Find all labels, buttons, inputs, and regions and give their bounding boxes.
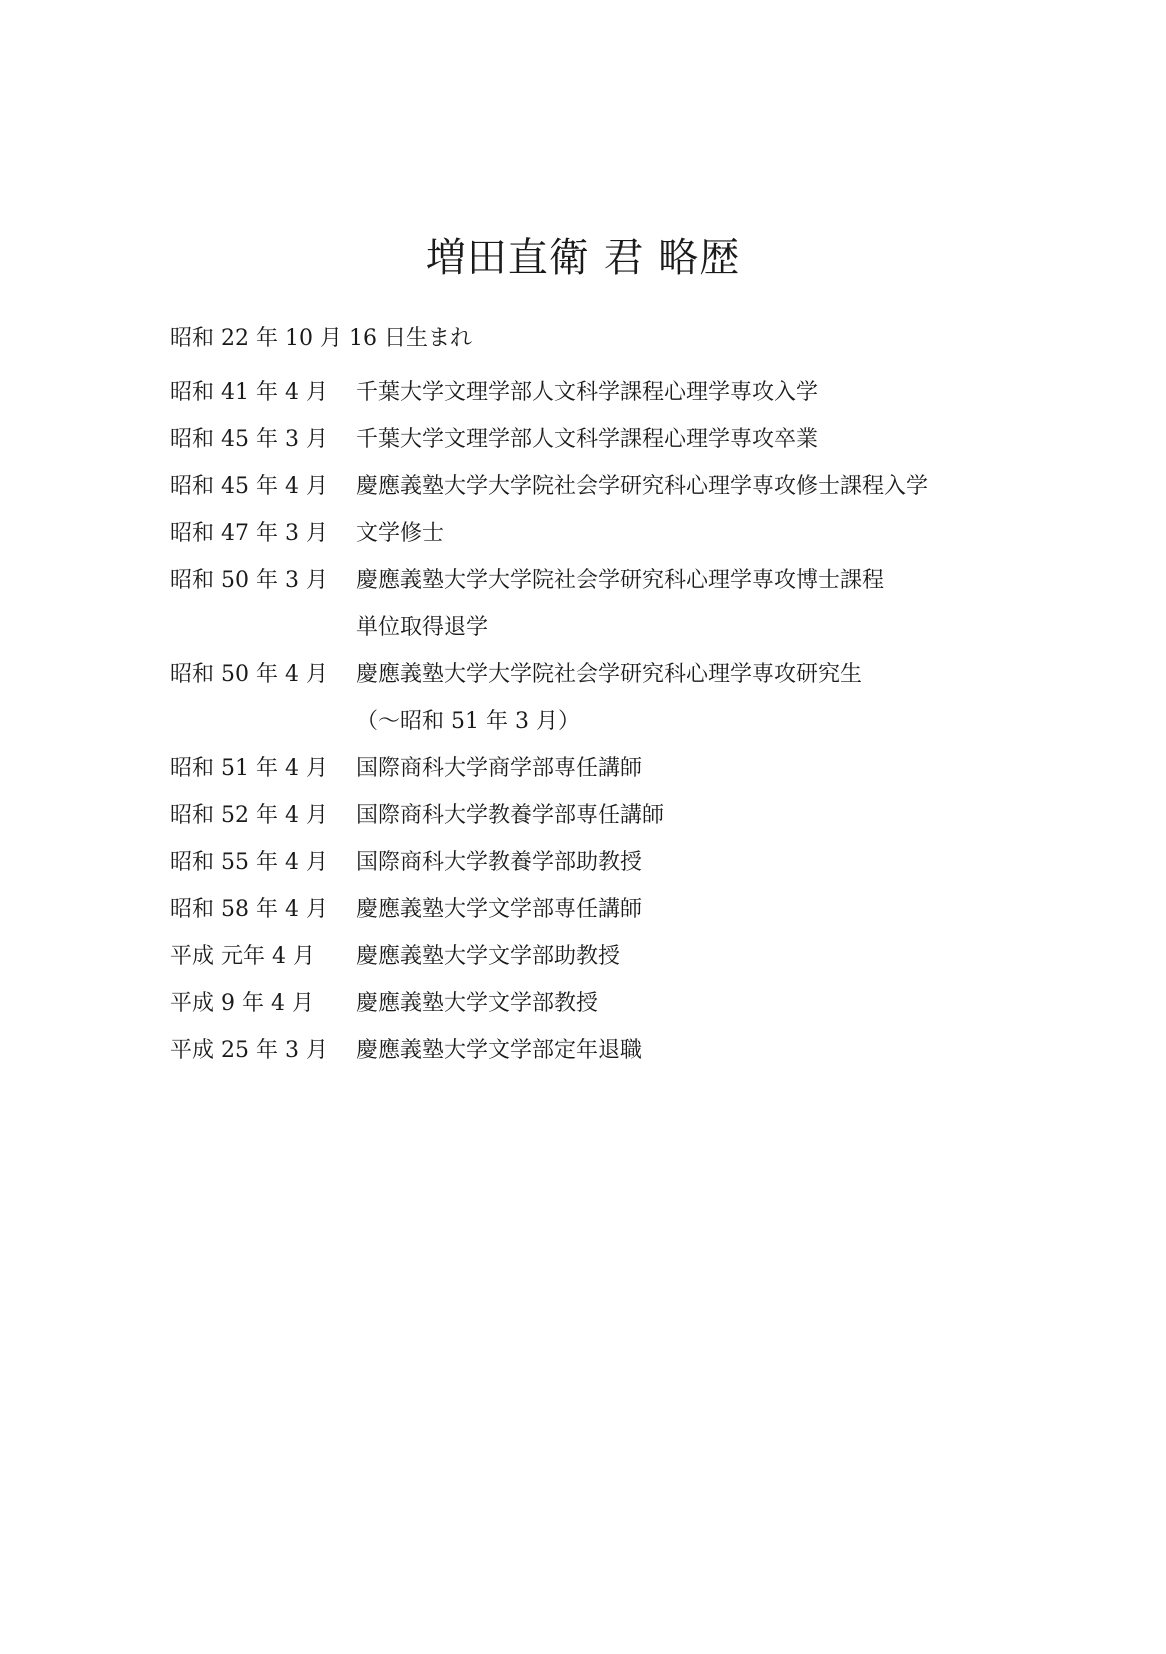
history-description	[356, 1027, 1070, 1074]
history-date: 平成 元年 4 月	[170, 944, 315, 969]
history-description-line: 慶應義塾大学大学院社会学研究科心理学専攻研究生	[356, 662, 863, 687]
history-entry	[170, 1027, 1070, 1074]
history-date: 昭和 50 年 3 月	[170, 568, 328, 593]
history-entry	[170, 369, 1070, 416]
history-date: 昭和 50 年 4 月	[170, 662, 328, 687]
history-description-line: 国際商科大学教養学部助教授	[356, 850, 643, 875]
history-description	[356, 510, 1070, 557]
history-entry	[170, 651, 1070, 745]
history-description	[356, 886, 1070, 933]
history-entry	[170, 557, 1070, 651]
history-description	[356, 980, 1070, 1027]
history-entry	[170, 933, 1070, 980]
history-date: 昭和 45 年 3 月	[170, 427, 328, 452]
history-description-line: 慶應義塾大学文学部教授	[356, 991, 599, 1016]
history-date: 昭和 51 年 4 月	[170, 756, 328, 781]
history-description-line: 慶應義塾大学文学部定年退職	[356, 1038, 643, 1063]
history-description	[356, 933, 1070, 980]
history-date: 昭和 58 年 4 月	[170, 897, 328, 922]
history-description-line: 国際商科大学商学部専任講師	[356, 756, 643, 781]
page-title: 増田直衛 君 略歴	[425, 235, 741, 281]
history-date: 昭和 55 年 4 月	[170, 850, 328, 875]
history-entry	[170, 792, 1070, 839]
history-entry	[170, 416, 1070, 463]
history-description	[356, 463, 1070, 510]
history-description	[356, 651, 1070, 745]
career-history-list	[170, 369, 1070, 1074]
history-date: 昭和 41 年 4 月	[170, 380, 328, 405]
history-description-line: 単位取得退学	[356, 615, 489, 640]
history-entry	[170, 839, 1070, 886]
history-date: 昭和 47 年 3 月	[170, 521, 328, 546]
history-description	[356, 369, 1070, 416]
history-description-line: （～昭和 51 年 3 月）	[356, 709, 580, 734]
history-description	[356, 792, 1070, 839]
history-description	[356, 416, 1070, 463]
history-description-line: 慶應義塾大学大学院社会学研究科心理学専攻博士課程	[356, 568, 885, 593]
history-date: 平成 25 年 3 月	[170, 1038, 328, 1063]
history-entry	[170, 510, 1070, 557]
history-date: 昭和 45 年 4 月	[170, 474, 328, 499]
history-entry	[170, 463, 1070, 510]
history-entry	[170, 980, 1070, 1027]
birth-date: 昭和 22 年 10 月 16 日生まれ	[170, 326, 472, 351]
history-description-line: 国際商科大学教養学部専任講師	[356, 803, 665, 828]
history-description-line: 文学修士	[356, 521, 445, 546]
history-description	[356, 557, 1070, 651]
history-description-line: 慶應義塾大学文学部助教授	[356, 944, 621, 969]
history-entry	[170, 886, 1070, 933]
history-date: 昭和 52 年 4 月	[170, 803, 328, 828]
history-date: 平成 9 年 4 月	[170, 991, 314, 1016]
history-description	[356, 745, 1070, 792]
history-description-line: 千葉大学文理学部人文科学課程心理学専攻卒業	[356, 427, 819, 452]
history-description-line: 慶應義塾大学文学部専任講師	[356, 897, 643, 922]
history-description	[356, 839, 1070, 886]
history-description-line: 慶應義塾大学大学院社会学研究科心理学専攻修士課程入学	[356, 474, 929, 499]
history-description-line: 千葉大学文理学部人文科学課程心理学専攻入学	[356, 380, 819, 405]
history-entry	[170, 745, 1070, 792]
